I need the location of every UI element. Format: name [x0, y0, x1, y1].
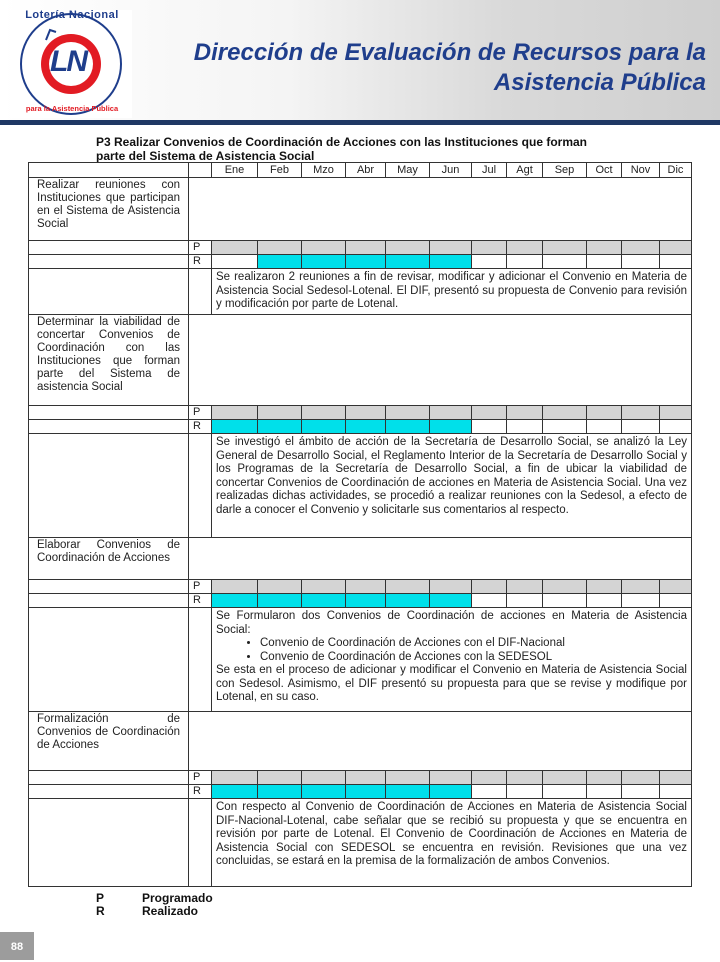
note-intro: Se Formularon dos Convenios de Coordinación de acciones en Materia de Asistencia Social: — [216, 610, 687, 636]
logo-text-top: Lotería Nacional — [25, 9, 119, 21]
month-header: Oct — [587, 163, 622, 178]
legend-text: Realizado — [142, 904, 199, 918]
activity-row — [29, 178, 692, 241]
programmed-label: P — [189, 406, 212, 420]
realized-row — [29, 785, 692, 799]
month-header: Mzo — [302, 163, 346, 178]
notes-row — [29, 608, 692, 712]
logo-mark: LN — [50, 45, 86, 78]
legend-item — [96, 905, 213, 918]
activity-name: Elaborar Convenios de Coordinación de Acciones — [29, 538, 189, 580]
realized-row — [29, 255, 692, 269]
logo-text-bottom: para la Asistencia Pública — [25, 104, 119, 113]
page-title-line2: Asistencia Pública — [493, 69, 706, 96]
notes-row — [29, 799, 692, 887]
programmed-row — [29, 406, 692, 420]
page-title — [146, 38, 706, 98]
note-outro: Se esta en el proceso de adicionar y modificar el Convenio en Materia de Asistencia Social con Sedesol. Asimismo, el DIF presentó su propuesta para que se revise y modifique por Lotenal, en su caso. — [216, 664, 687, 703]
document-title — [96, 136, 656, 163]
programmed-label: P — [189, 771, 212, 785]
month-header: Jul — [472, 163, 507, 178]
programmed-label: P — [189, 241, 212, 255]
realized-label: R — [189, 594, 212, 608]
notes-row — [29, 269, 692, 315]
activity-note: Con respecto al Convenio de Coordinación de Acciones en Materia de Asistencia Social DIF-Nacional-Lotenal, cabe señalar que se recibió su propuesta y que se encuentra en revisión por parte de Lotenal. El Convenio de Coordinación de Acciones en Materia de Asistencia Social con SEDESOL se encuentra en revisión. Revisiones que una vez concluidas, se estará en la premisa de la formalización de ambos Convenios. — [212, 799, 692, 887]
loteria-nacional-logo — [10, 10, 132, 118]
notes-row — [29, 434, 692, 538]
note-bullet: • Convenio de Coordinación de Acciones con la SEDESOL — [260, 651, 687, 665]
months-header-row — [29, 163, 692, 178]
legend — [96, 892, 213, 918]
activity-row — [29, 315, 692, 406]
programmed-row — [29, 580, 692, 594]
activity-note: Se investigó el ámbito de acción de la Secretaría de Desarrollo Social, se analizó la Ley General de Desarrollo Social, el Reglamento Interior de la Secretaría de Desarrollo Social y los Programas de la Secretaría de Desarrollo Social, a fin de ubicar la viabilidad de concertar Convenios de Coordinación de acciones en Materia de Asistencia Social. Una vez realizadas dichas actividades, se procedió a realizar reuniones con la Sedesol, a efecto de darle a conocer el Convenio y solicitarle sus comentarios al respecto. — [212, 434, 692, 538]
legend-text: Programado — [142, 891, 213, 905]
realized-label: R — [189, 785, 212, 799]
programmed-row — [29, 771, 692, 785]
activity-note — [212, 608, 692, 712]
activity-row — [29, 712, 692, 771]
page-number: 88 — [0, 932, 34, 960]
activity-note: Se realizaron 2 reuniones a fin de revisar, modificar y adicionar el Convenio en Materia de Asistencia Social Sedesol-Lotenal. El DIF, presentó su propuesta de Convenio para revisión y modificación por parte de Lotenal. — [212, 269, 692, 315]
month-header: Ene — [212, 163, 258, 178]
month-header: Agt — [507, 163, 543, 178]
month-header: Abr — [346, 163, 386, 178]
document-title-line1: P3 Realizar Convenios de Coordinación de Acciones con las Instituciones que forman — [96, 135, 587, 149]
month-header: Feb — [258, 163, 302, 178]
document-title-line2: parte del Sistema de Asistencia Social — [96, 149, 315, 163]
realized-row — [29, 420, 692, 434]
schedule-table — [28, 162, 692, 887]
header-divider — [0, 120, 720, 125]
realized-row — [29, 594, 692, 608]
month-header: Jun — [430, 163, 472, 178]
legend-code: R — [96, 904, 105, 918]
note-bullet-list — [216, 637, 687, 664]
page-title-line1: Dirección de Evaluación de Recursos para la — [193, 39, 706, 66]
programmed-label: P — [189, 580, 212, 594]
activity-name: Formalización de Convenios de Coordinación de Acciones — [29, 712, 189, 771]
activity-name: Determinar la viabilidad de concertar Convenios de Coordinación con las Instituciones que forman parte del Sistema de asistencia Social — [29, 315, 189, 406]
month-header: May — [386, 163, 430, 178]
activity-name: Realizar reuniones con Instituciones que participan en el Sistema de Asistencia Social — [29, 178, 189, 241]
realized-label: R — [189, 255, 212, 269]
realized-label: R — [189, 420, 212, 434]
month-header: Sep — [543, 163, 587, 178]
legend-code: P — [96, 891, 105, 905]
activity-row — [29, 538, 692, 580]
month-header: Nov — [622, 163, 660, 178]
note-bullet: • Convenio de Coordinación de Acciones con el DIF-Nacional — [260, 637, 687, 651]
programmed-row — [29, 241, 692, 255]
month-header: Dic — [660, 163, 692, 178]
